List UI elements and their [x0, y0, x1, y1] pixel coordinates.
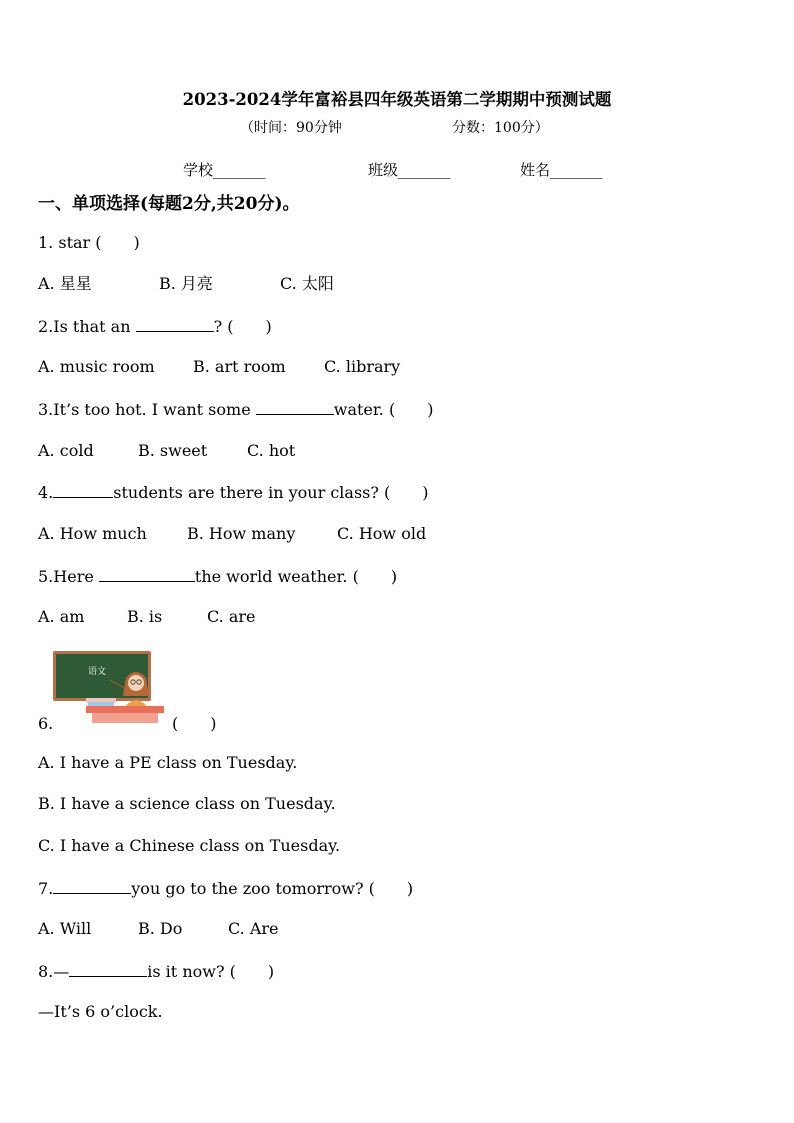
option-a: A. 星星 — [38, 274, 92, 293]
question-6-option-b: B. I have a science class on Tuesday. — [38, 794, 336, 813]
time-limit: （时间：90分钟 — [240, 120, 342, 136]
question-6-option-c: C. I have a Chinese class on Tuesday. — [38, 836, 341, 855]
question-5 — [38, 565, 397, 588]
option-b: B. Do — [138, 919, 183, 938]
option-b: B. art room — [193, 357, 286, 376]
answer-blank — [69, 960, 147, 977]
option-a: A. am — [38, 607, 85, 626]
question-8 — [38, 960, 274, 983]
option-c: C. hot — [247, 441, 296, 460]
option-c: C. library — [324, 357, 401, 376]
answer-blank — [53, 481, 113, 498]
name-field: 姓名_______ — [520, 161, 603, 179]
section-heading: 一、单项选择(每题2分,共20分)。 — [38, 194, 300, 214]
question-text: 3.It’s too hot. I want some — [38, 400, 256, 419]
question-text: ? ( ) — [213, 317, 272, 336]
answer-parens: ( ) — [172, 714, 217, 733]
question-text: 8.— — [38, 962, 70, 981]
exam-title: 2023-2024学年富裕县四年级英语第二学期期中预测试题 — [182, 90, 612, 109]
question-3-options — [38, 440, 295, 462]
question-number: 6. — [38, 714, 54, 733]
question-text: 4. — [38, 483, 54, 502]
question-7-options — [38, 918, 279, 940]
answer-blank — [99, 565, 195, 582]
question-4-options — [38, 523, 426, 545]
desk-front — [92, 713, 158, 723]
exam-subtitle — [240, 117, 549, 137]
question-text: you go to the zoo tomorrow? ( ) — [131, 879, 414, 898]
question-5-options — [38, 606, 256, 628]
question-text: water. ( ) — [333, 400, 434, 419]
question-1-options — [38, 273, 334, 295]
option-a: A. Will — [38, 919, 92, 938]
option-b: B. 月亮 — [159, 274, 213, 293]
question-8-answer: —It’s 6 o’clock. — [38, 1002, 163, 1021]
question-2 — [38, 315, 272, 338]
question-4 — [38, 481, 429, 504]
book-stack — [88, 702, 114, 706]
option-a: A. cold — [38, 441, 94, 460]
board-text: 语文 — [87, 667, 107, 677]
option-c: C. 太阳 — [280, 274, 334, 293]
option-c: C. How old — [337, 524, 427, 543]
desk-top — [86, 706, 164, 713]
question-text: students are there in your class? ( ) — [113, 483, 429, 502]
question-1: 1. star ( ) — [38, 233, 140, 252]
teacher-at-blackboard-illustration — [52, 650, 164, 723]
answer-blank — [256, 398, 334, 415]
answer-blank — [53, 877, 131, 894]
option-b: B. How many — [187, 524, 296, 543]
option-c: C. Are — [228, 919, 279, 938]
teacher-face — [128, 675, 144, 691]
total-score: 分数：100分） — [452, 120, 549, 136]
option-b: B. is — [127, 607, 163, 626]
question-6-option-a: A. I have a PE class on Tuesday. — [38, 753, 298, 772]
question-text: 2.Is that an — [38, 317, 136, 336]
option-a: A. How much — [38, 524, 147, 543]
option-a: A. music room — [38, 357, 155, 376]
question-text: 7. — [38, 879, 54, 898]
class-field: 班级_______ — [368, 161, 451, 179]
question-2-options — [38, 356, 400, 378]
question-text: 5.Here — [38, 567, 99, 586]
question-6 — [38, 713, 217, 735]
question-text: the world weather. ( ) — [194, 567, 398, 586]
school-field: 学校_______ — [183, 161, 266, 179]
option-c: C. are — [207, 607, 256, 626]
question-text: is it now? ( ) — [147, 962, 275, 981]
option-b: B. sweet — [138, 441, 208, 460]
question-3 — [38, 398, 433, 421]
question-7 — [38, 877, 413, 900]
answer-blank — [136, 315, 214, 332]
